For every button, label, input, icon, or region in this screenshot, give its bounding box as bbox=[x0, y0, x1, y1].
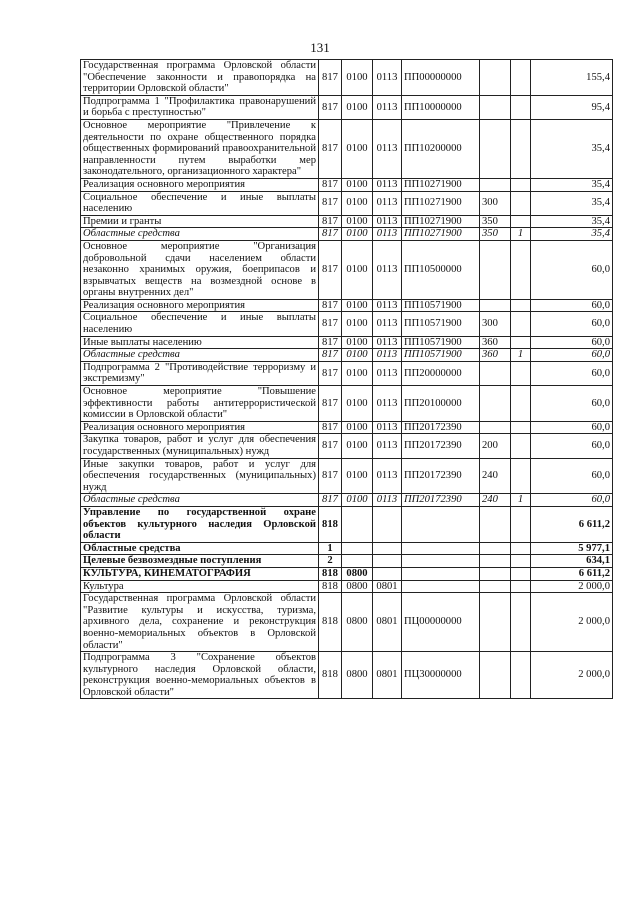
section-code: 0100 bbox=[342, 178, 373, 191]
row-name: Подпрограмма 3 "Сохранение объектов культурного наследия Орловской области, реконструкция военно-мемориальных объектов в Орловской области" bbox=[81, 652, 319, 699]
funding-source-code bbox=[511, 299, 531, 312]
subsection-code: 0801 bbox=[373, 580, 402, 593]
row-name: Основное мероприятие "Организация добровольной сдачи населением области незаконно хранимых оружия, боеприпасов и взрывчатых веществ на возмездной основе в органы внутренних дел" bbox=[81, 240, 319, 299]
section-code: 0100 bbox=[342, 215, 373, 228]
expense-type-code bbox=[480, 580, 511, 593]
grbs-code: 817 bbox=[319, 458, 342, 494]
funding-source-code: 1 bbox=[511, 228, 531, 241]
row-name: Социальное обеспечение и иные выплаты населению bbox=[81, 312, 319, 336]
row-name: Иные выплаты населению bbox=[81, 336, 319, 349]
grbs-code: 817 bbox=[319, 349, 342, 362]
funding-source-code bbox=[511, 593, 531, 652]
grbs-code: 818 bbox=[319, 652, 342, 699]
target-article-code: ПП10571900 bbox=[402, 349, 480, 362]
table-row bbox=[81, 95, 613, 119]
grbs-code: 818 bbox=[319, 506, 342, 542]
row-name: Областные средства bbox=[81, 349, 319, 362]
target-article-code: ПП00000000 bbox=[402, 60, 480, 96]
row-name: Областные средства bbox=[81, 542, 319, 555]
target-article-code: ПП10571900 bbox=[402, 336, 480, 349]
table-row bbox=[81, 349, 613, 362]
grbs-code: 817 bbox=[319, 240, 342, 299]
grbs-code: 818 bbox=[319, 580, 342, 593]
amount: 6 611,2 bbox=[531, 567, 613, 580]
amount: 35,4 bbox=[531, 228, 613, 241]
section-code: 0100 bbox=[342, 299, 373, 312]
row-name: Основное мероприятие "Привлечение к деятельности по охране общественного порядка общественных формирований правоохранительной направленности путем выработки мер законодательного, организационного характера" bbox=[81, 119, 319, 178]
section-code: 0800 bbox=[342, 580, 373, 593]
table-row bbox=[81, 60, 613, 96]
funding-source-code bbox=[511, 361, 531, 385]
table-row bbox=[81, 542, 613, 555]
funding-source-code bbox=[511, 336, 531, 349]
expense-type-code: 300 bbox=[480, 191, 511, 215]
target-article-code: ПП10271900 bbox=[402, 191, 480, 215]
expense-type-code bbox=[480, 178, 511, 191]
subsection-code: 0801 bbox=[373, 593, 402, 652]
subsection-code: 0113 bbox=[373, 349, 402, 362]
expense-type-code bbox=[480, 652, 511, 699]
target-article-code: ПП10200000 bbox=[402, 119, 480, 178]
funding-source-code bbox=[511, 215, 531, 228]
row-name: Социальное обеспечение и иные выплаты населению bbox=[81, 191, 319, 215]
grbs-code: 817 bbox=[319, 299, 342, 312]
table-row bbox=[81, 191, 613, 215]
funding-source-code bbox=[511, 386, 531, 422]
funding-source-code bbox=[511, 555, 531, 568]
subsection-code: 0113 bbox=[373, 361, 402, 385]
expense-type-code bbox=[480, 361, 511, 385]
grbs-code: 1 bbox=[319, 542, 342, 555]
table-row bbox=[81, 386, 613, 422]
expense-type-code: 360 bbox=[480, 336, 511, 349]
section-code: 0100 bbox=[342, 240, 373, 299]
funding-source-code bbox=[511, 178, 531, 191]
grbs-code: 2 bbox=[319, 555, 342, 568]
target-article-code bbox=[402, 567, 480, 580]
target-article-code: ПП10571900 bbox=[402, 312, 480, 336]
target-article-code: ПЦ30000000 bbox=[402, 652, 480, 699]
amount: 35,4 bbox=[531, 191, 613, 215]
target-article-code: ПП10271900 bbox=[402, 215, 480, 228]
section-code: 0100 bbox=[342, 312, 373, 336]
funding-source-code bbox=[511, 542, 531, 555]
table-row bbox=[81, 119, 613, 178]
target-article-code bbox=[402, 580, 480, 593]
expense-type-code bbox=[480, 299, 511, 312]
amount: 60,0 bbox=[531, 386, 613, 422]
expense-type-code bbox=[480, 95, 511, 119]
subsection-code: 0113 bbox=[373, 60, 402, 96]
grbs-code: 817 bbox=[319, 386, 342, 422]
row-name: Премии и гранты bbox=[81, 215, 319, 228]
expense-type-code bbox=[480, 421, 511, 434]
target-article-code: ПП10271900 bbox=[402, 178, 480, 191]
amount: 5 977,1 bbox=[531, 542, 613, 555]
funding-source-code bbox=[511, 95, 531, 119]
subsection-code: 0113 bbox=[373, 191, 402, 215]
row-name: Закупка товаров, работ и услуг для обеспечения государственных (муниципальных) нужд bbox=[81, 434, 319, 458]
amount: 35,4 bbox=[531, 215, 613, 228]
amount: 155,4 bbox=[531, 60, 613, 96]
section-code: 0800 bbox=[342, 593, 373, 652]
row-name: Государственная программа Орловской области "Развитие культуры и искусства, туризма, архивного дела, сохранение и реконструкция военно-мемориальных объектов в Орловской области" bbox=[81, 593, 319, 652]
funding-source-code bbox=[511, 580, 531, 593]
target-article-code: ПП20172390 bbox=[402, 421, 480, 434]
subsection-code: 0113 bbox=[373, 336, 402, 349]
amount: 2 000,0 bbox=[531, 652, 613, 699]
subsection-code: 0113 bbox=[373, 240, 402, 299]
grbs-code: 817 bbox=[319, 434, 342, 458]
section-code: 0800 bbox=[342, 652, 373, 699]
subsection-code: 0113 bbox=[373, 119, 402, 178]
expense-type-code: 350 bbox=[480, 228, 511, 241]
funding-source-code bbox=[511, 421, 531, 434]
amount: 60,0 bbox=[531, 494, 613, 507]
table-row bbox=[81, 580, 613, 593]
row-name: Реализация основного мероприятия bbox=[81, 299, 319, 312]
row-name: Государственная программа Орловской области "Обеспечение законности и правопорядка на территории Орловской области" bbox=[81, 60, 319, 96]
amount: 2 000,0 bbox=[531, 580, 613, 593]
grbs-code: 817 bbox=[319, 361, 342, 385]
section-code bbox=[342, 555, 373, 568]
grbs-code: 817 bbox=[319, 215, 342, 228]
section-code: 0100 bbox=[342, 494, 373, 507]
section-code: 0100 bbox=[342, 336, 373, 349]
section-code: 0100 bbox=[342, 191, 373, 215]
expense-type-code bbox=[480, 119, 511, 178]
row-name: КУЛЬТУРА, КИНЕМАТОГРАФИЯ bbox=[81, 567, 319, 580]
grbs-code: 818 bbox=[319, 593, 342, 652]
amount: 60,0 bbox=[531, 336, 613, 349]
subsection-code: 0113 bbox=[373, 421, 402, 434]
grbs-code: 817 bbox=[319, 228, 342, 241]
target-article-code: ПЦ00000000 bbox=[402, 593, 480, 652]
funding-source-code bbox=[511, 240, 531, 299]
subsection-code: 0801 bbox=[373, 652, 402, 699]
table-row bbox=[81, 434, 613, 458]
subsection-code: 0113 bbox=[373, 434, 402, 458]
amount: 35,4 bbox=[531, 178, 613, 191]
section-code: 0100 bbox=[342, 386, 373, 422]
subsection-code: 0113 bbox=[373, 95, 402, 119]
section-code: 0100 bbox=[342, 95, 373, 119]
expense-type-code: 300 bbox=[480, 312, 511, 336]
grbs-code: 817 bbox=[319, 178, 342, 191]
row-name: Основное мероприятие "Повышение эффективности работы антитеррористической комиссии в Орловской области" bbox=[81, 386, 319, 422]
section-code: 0100 bbox=[342, 228, 373, 241]
subsection-code bbox=[373, 542, 402, 555]
amount: 60,0 bbox=[531, 458, 613, 494]
target-article-code: ПП10271900 bbox=[402, 228, 480, 241]
table-row bbox=[81, 312, 613, 336]
expense-type-code bbox=[480, 567, 511, 580]
page-number: 131 bbox=[310, 40, 330, 55]
grbs-code: 817 bbox=[319, 191, 342, 215]
expense-type-code bbox=[480, 60, 511, 96]
funding-source-code bbox=[511, 652, 531, 699]
section-code: 0100 bbox=[342, 458, 373, 494]
target-article-code bbox=[402, 506, 480, 542]
grbs-code: 817 bbox=[319, 336, 342, 349]
subsection-code: 0113 bbox=[373, 299, 402, 312]
target-article-code: ПП10571900 bbox=[402, 299, 480, 312]
row-name: Иные закупки товаров, работ и услуг для обеспечения государственных (муниципальных) нужд bbox=[81, 458, 319, 494]
expense-type-code: 200 bbox=[480, 434, 511, 458]
grbs-code: 817 bbox=[319, 119, 342, 178]
target-article-code: ПП20172390 bbox=[402, 458, 480, 494]
budget-table bbox=[80, 59, 613, 699]
expense-type-code: 240 bbox=[480, 494, 511, 507]
funding-source-code bbox=[511, 119, 531, 178]
subsection-code bbox=[373, 506, 402, 542]
section-code: 0800 bbox=[342, 567, 373, 580]
table-row bbox=[81, 555, 613, 568]
row-name: Подпрограмма 2 "Противодействие терроризму и экстремизму" bbox=[81, 361, 319, 385]
target-article-code: ПП20100000 bbox=[402, 386, 480, 422]
row-name: Реализация основного мероприятия bbox=[81, 421, 319, 434]
target-article-code: ПП20000000 bbox=[402, 361, 480, 385]
grbs-code: 817 bbox=[319, 95, 342, 119]
section-code: 0100 bbox=[342, 349, 373, 362]
amount: 60,0 bbox=[531, 240, 613, 299]
amount: 35,4 bbox=[531, 119, 613, 178]
funding-source-code bbox=[511, 567, 531, 580]
table-row bbox=[81, 567, 613, 580]
grbs-code: 817 bbox=[319, 312, 342, 336]
funding-source-code bbox=[511, 312, 531, 336]
amount: 60,0 bbox=[531, 312, 613, 336]
table-row bbox=[81, 506, 613, 542]
amount: 6 611,2 bbox=[531, 506, 613, 542]
table-row bbox=[81, 458, 613, 494]
subsection-code: 0113 bbox=[373, 228, 402, 241]
amount: 60,0 bbox=[531, 361, 613, 385]
subsection-code: 0113 bbox=[373, 312, 402, 336]
row-name: Областные средства bbox=[81, 494, 319, 507]
target-article-code: ПП20172390 bbox=[402, 494, 480, 507]
subsection-code: 0113 bbox=[373, 494, 402, 507]
table-row bbox=[81, 240, 613, 299]
table-row bbox=[81, 299, 613, 312]
expense-type-code bbox=[480, 555, 511, 568]
table-row bbox=[81, 178, 613, 191]
amount: 2 000,0 bbox=[531, 593, 613, 652]
amount: 60,0 bbox=[531, 434, 613, 458]
section-code: 0100 bbox=[342, 434, 373, 458]
section-code: 0100 bbox=[342, 421, 373, 434]
table-row bbox=[81, 652, 613, 699]
table-row bbox=[81, 215, 613, 228]
subsection-code: 0113 bbox=[373, 178, 402, 191]
amount: 634,1 bbox=[531, 555, 613, 568]
section-code: 0100 bbox=[342, 60, 373, 96]
section-code: 0100 bbox=[342, 119, 373, 178]
row-name: Областные средства bbox=[81, 228, 319, 241]
table-row bbox=[81, 421, 613, 434]
grbs-code: 817 bbox=[319, 421, 342, 434]
row-name: Культура bbox=[81, 580, 319, 593]
target-article-code: ПП20172390 bbox=[402, 434, 480, 458]
amount: 60,0 bbox=[531, 421, 613, 434]
subsection-code bbox=[373, 555, 402, 568]
funding-source-code: 1 bbox=[511, 494, 531, 507]
table-row bbox=[81, 593, 613, 652]
table-row bbox=[81, 228, 613, 241]
row-name: Целевые безвозмездные поступления bbox=[81, 555, 319, 568]
target-article-code: ПП10500000 bbox=[402, 240, 480, 299]
amount: 60,0 bbox=[531, 299, 613, 312]
section-code: 0100 bbox=[342, 361, 373, 385]
target-article-code bbox=[402, 555, 480, 568]
target-article-code bbox=[402, 542, 480, 555]
amount: 95,4 bbox=[531, 95, 613, 119]
grbs-code: 818 bbox=[319, 567, 342, 580]
funding-source-code: 1 bbox=[511, 349, 531, 362]
table-row bbox=[81, 336, 613, 349]
expense-type-code bbox=[480, 240, 511, 299]
funding-source-code bbox=[511, 506, 531, 542]
grbs-code: 817 bbox=[319, 60, 342, 96]
subsection-code: 0113 bbox=[373, 215, 402, 228]
amount: 60,0 bbox=[531, 349, 613, 362]
subsection-code bbox=[373, 567, 402, 580]
expense-type-code bbox=[480, 593, 511, 652]
row-name: Управление по государственной охране объектов культурного наследия Орловской области bbox=[81, 506, 319, 542]
section-code bbox=[342, 506, 373, 542]
table-row bbox=[81, 361, 613, 385]
funding-source-code bbox=[511, 191, 531, 215]
subsection-code: 0113 bbox=[373, 458, 402, 494]
expense-type-code bbox=[480, 506, 511, 542]
target-article-code: ПП10000000 bbox=[402, 95, 480, 119]
expense-type-code bbox=[480, 542, 511, 555]
row-name: Подпрограмма 1 "Профилактика правонарушений и борьба с преступностью" bbox=[81, 95, 319, 119]
expense-type-code bbox=[480, 386, 511, 422]
expense-type-code: 240 bbox=[480, 458, 511, 494]
funding-source-code bbox=[511, 60, 531, 96]
funding-source-code bbox=[511, 458, 531, 494]
row-name: Реализация основного мероприятия bbox=[81, 178, 319, 191]
grbs-code: 817 bbox=[319, 494, 342, 507]
funding-source-code bbox=[511, 434, 531, 458]
subsection-code: 0113 bbox=[373, 386, 402, 422]
expense-type-code: 350 bbox=[480, 215, 511, 228]
table-row bbox=[81, 494, 613, 507]
section-code bbox=[342, 542, 373, 555]
expense-type-code: 360 bbox=[480, 349, 511, 362]
